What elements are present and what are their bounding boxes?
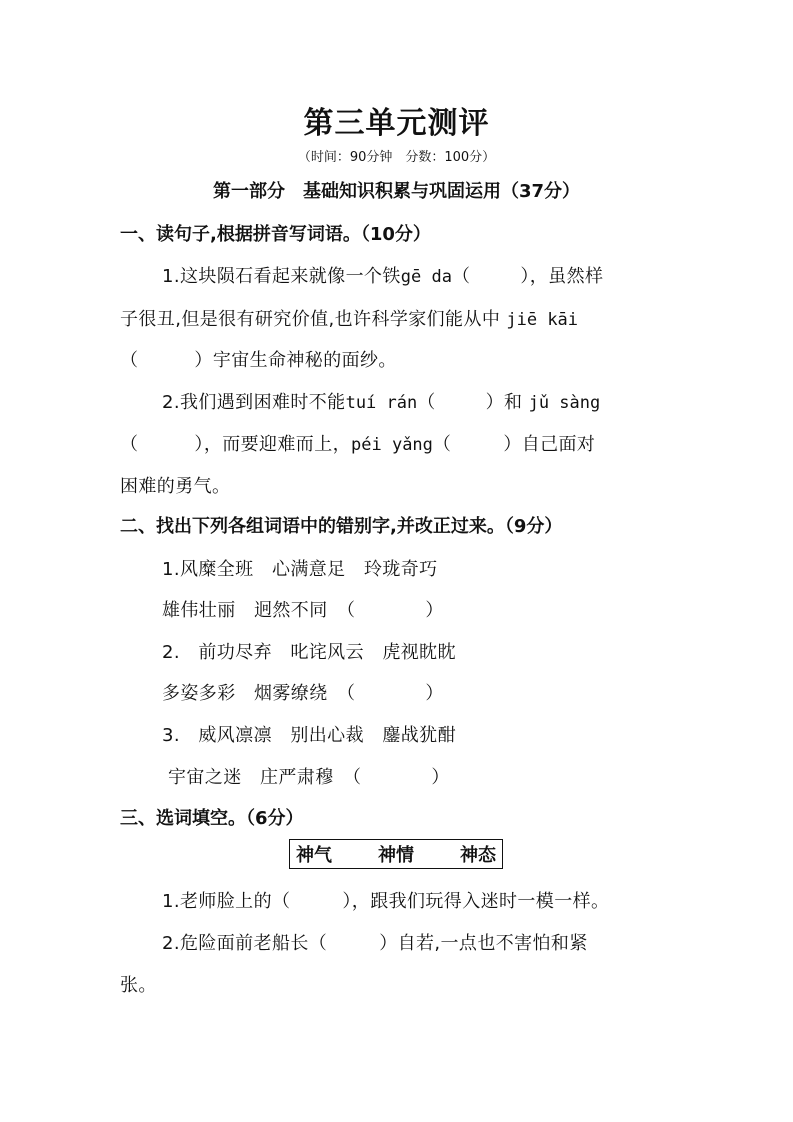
- pinyin: gē da: [400, 267, 452, 287]
- section-2-heading: 二、找出下列各组词语中的错别字,并改正过来。（9分）: [120, 516, 563, 537]
- s1-q1-line3: （ ）宇宙生命神秘的面纱。: [120, 350, 397, 371]
- s2-group1-line1: 1.风糜全班 心满意足 玲珑奇巧: [162, 559, 438, 580]
- s2-group3-line2: 宇宙之迷 庄严肃穆 （ ）: [168, 767, 450, 788]
- section-1-heading: 一、读句子,根据拼音写词语。（10分）: [120, 224, 431, 245]
- s1-q1-line1: 1.这块陨石看起来就像一个铁gē da（ ），虽然样: [162, 266, 604, 287]
- pinyin: péi yǎng: [351, 435, 433, 455]
- word-bank-box: [289, 839, 503, 869]
- word-option: 神气: [296, 845, 332, 866]
- s2-group2-line1: 2. 前功尽弃 叱诧风云 虎视眈眈: [162, 642, 456, 663]
- pinyin: tuí rán: [345, 393, 418, 413]
- s3-q2-line2: 张。: [120, 975, 157, 996]
- section-3-heading: 三、选词填空。（6分）: [120, 808, 304, 829]
- word-option: 神态: [460, 845, 496, 866]
- s2-group3-line1: 3. 威风凛凛 别出心裁 鏖战犹酣: [162, 725, 456, 746]
- exam-info: （时间：90分钟 分数：100分）: [297, 150, 496, 165]
- s2-group2-line2: 多姿多彩 烟雾缭绕 （ ）: [162, 683, 444, 704]
- s1-q1-line2: 子很丑,但是很有研究价值,也许科学家们能从中 jiē kāi: [120, 309, 579, 330]
- pinyin: jiē kāi: [506, 310, 579, 330]
- s1-q2-line2: （ ），而要迎难而上，péi yǎng（ ）自己面对: [120, 434, 596, 455]
- word-option: 神情: [378, 845, 414, 866]
- pinyin: jǔ sàng: [528, 393, 601, 413]
- s3-q2-line1: 2.危险面前老船长（ ）自若,一点也不害怕和紧: [162, 933, 588, 954]
- s1-q2-line1: 2.我们遇到困难时不能tuí rán（ ）和 jǔ sàng: [162, 392, 601, 413]
- s2-group1-line2: 雄伟壮丽 迥然不同 （ ）: [162, 600, 444, 621]
- s1-q2-line3: 困难的勇气。: [120, 476, 231, 497]
- s3-q1-line1: 1.老师脸上的（ ），跟我们玩得入迷时一模一样。: [162, 891, 610, 912]
- part-heading: 第一部分 基础知识积累与巩固运用（37分）: [212, 181, 581, 202]
- page-title: 第三单元测评: [303, 106, 490, 141]
